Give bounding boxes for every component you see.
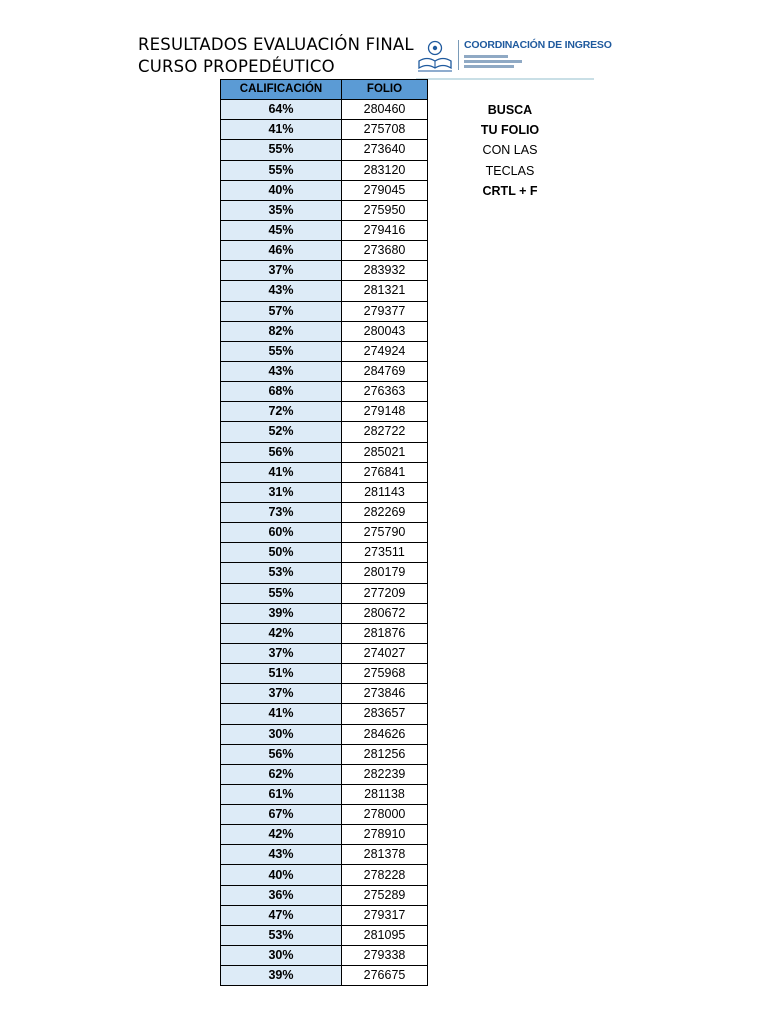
hint-line: TU FOLIO — [480, 123, 540, 138]
folio-cell: 280672 — [342, 603, 428, 623]
grade-cell: 60% — [221, 523, 342, 543]
grade-cell: 73% — [221, 502, 342, 522]
folio-cell: 281095 — [342, 925, 428, 945]
grade-cell: 50% — [221, 543, 342, 563]
table-row — [221, 160, 428, 180]
table-row — [221, 321, 428, 341]
folio-cell: 276363 — [342, 382, 428, 402]
table-row — [221, 744, 428, 764]
table-row — [221, 865, 428, 885]
grade-cell: 55% — [221, 140, 342, 160]
grade-cell: 37% — [221, 261, 342, 281]
folio-cell: 281876 — [342, 623, 428, 643]
grade-cell: 46% — [221, 241, 342, 261]
table-row — [221, 704, 428, 724]
grade-cell: 55% — [221, 583, 342, 603]
folio-cell: 283120 — [342, 160, 428, 180]
grade-cell: 31% — [221, 482, 342, 502]
folio-cell: 274027 — [342, 643, 428, 663]
table-row — [221, 281, 428, 301]
folio-cell: 283932 — [342, 261, 428, 281]
grade-cell: 37% — [221, 684, 342, 704]
folio-cell: 274924 — [342, 341, 428, 361]
grade-cell: 43% — [221, 281, 342, 301]
table-row — [221, 462, 428, 482]
folio-cell: 278000 — [342, 805, 428, 825]
folio-cell: 279317 — [342, 905, 428, 925]
table-row — [221, 301, 428, 321]
table-row — [221, 946, 428, 966]
folio-cell: 275289 — [342, 885, 428, 905]
title-line-2: CURSO PROPEDÉUTICO — [138, 57, 335, 76]
folio-cell: 275790 — [342, 523, 428, 543]
table-row — [221, 422, 428, 442]
folio-cell: 284626 — [342, 724, 428, 744]
table-row — [221, 200, 428, 220]
table-row — [221, 583, 428, 603]
grade-cell: 68% — [221, 382, 342, 402]
folio-cell: 280460 — [342, 100, 428, 120]
grade-cell: 57% — [221, 301, 342, 321]
page-title — [138, 34, 414, 78]
hint-line: CON LAS — [482, 143, 538, 158]
folio-cell: 282239 — [342, 764, 428, 784]
grade-cell: 42% — [221, 623, 342, 643]
folio-cell: 275708 — [342, 120, 428, 140]
grade-cell: 40% — [221, 180, 342, 200]
table-row — [221, 784, 428, 804]
table-row — [221, 140, 428, 160]
logo-subtext — [464, 55, 508, 58]
folio-cell: 273511 — [342, 543, 428, 563]
grade-cell: 43% — [221, 845, 342, 865]
coordination-logo — [416, 36, 612, 80]
title-line-1: RESULTADOS EVALUACIÓN FINAL — [138, 35, 414, 54]
grade-cell: 53% — [221, 925, 342, 945]
grade-cell: 67% — [221, 805, 342, 825]
grade-cell: 62% — [221, 764, 342, 784]
grade-cell: 30% — [221, 946, 342, 966]
table-row — [221, 523, 428, 543]
table-row — [221, 220, 428, 240]
grade-cell: 39% — [221, 966, 342, 986]
grade-cell: 36% — [221, 885, 342, 905]
table-header-row — [221, 80, 428, 100]
grade-cell: 39% — [221, 603, 342, 623]
table-row — [221, 825, 428, 845]
header-folio: FOLIO — [342, 80, 428, 100]
grade-cell: 55% — [221, 160, 342, 180]
logo-subtext — [464, 65, 514, 68]
table-row — [221, 966, 428, 986]
table-row — [221, 845, 428, 865]
table-row — [221, 241, 428, 261]
table-row — [221, 603, 428, 623]
folio-cell: 275950 — [342, 200, 428, 220]
table-row — [221, 643, 428, 663]
folio-cell: 278910 — [342, 825, 428, 845]
grade-cell: 55% — [221, 341, 342, 361]
header-calificacion: CALIFICACIÓN — [221, 80, 342, 100]
folio-cell: 283657 — [342, 704, 428, 724]
folio-cell: 273680 — [342, 241, 428, 261]
grade-cell: 82% — [221, 321, 342, 341]
folio-cell: 284769 — [342, 361, 428, 381]
search-hint — [459, 100, 561, 201]
grade-cell: 45% — [221, 220, 342, 240]
table-row — [221, 543, 428, 563]
hint-line: TECLAS — [485, 163, 535, 178]
grade-cell: 53% — [221, 563, 342, 583]
table-row — [221, 120, 428, 140]
grade-cell: 56% — [221, 744, 342, 764]
folio-cell: 273640 — [342, 140, 428, 160]
grade-cell: 40% — [221, 865, 342, 885]
grade-cell: 52% — [221, 422, 342, 442]
table-row — [221, 563, 428, 583]
logo-subtext — [464, 60, 522, 63]
logo-name: COORDINACIÓN DE INGRESO — [464, 39, 612, 51]
folio-cell: 279338 — [342, 946, 428, 966]
grade-cell: 72% — [221, 402, 342, 422]
folio-cell: 279416 — [342, 220, 428, 240]
folio-cell: 279148 — [342, 402, 428, 422]
grade-cell: 56% — [221, 442, 342, 462]
hint-line: BUSCA — [487, 103, 533, 117]
logo-divider — [458, 40, 459, 70]
hint-line: CRTL + F — [482, 183, 538, 198]
table-row — [221, 361, 428, 381]
table-row — [221, 664, 428, 684]
folio-cell: 273846 — [342, 684, 428, 704]
folio-cell: 282722 — [342, 422, 428, 442]
table-row — [221, 764, 428, 784]
grade-cell: 43% — [221, 361, 342, 381]
table-body — [221, 100, 428, 986]
folio-cell: 275968 — [342, 664, 428, 684]
grade-cell: 64% — [221, 100, 342, 120]
table-row — [221, 905, 428, 925]
folio-cell: 281378 — [342, 845, 428, 865]
grade-cell: 37% — [221, 643, 342, 663]
table-row — [221, 261, 428, 281]
grade-cell: 61% — [221, 784, 342, 804]
table-row — [221, 623, 428, 643]
folio-cell: 279377 — [342, 301, 428, 321]
table-row — [221, 684, 428, 704]
folio-cell: 282269 — [342, 502, 428, 522]
table-row — [221, 402, 428, 422]
grade-cell: 41% — [221, 462, 342, 482]
folio-cell: 281321 — [342, 281, 428, 301]
book-emblem-icon — [416, 39, 454, 73]
grade-cell: 35% — [221, 200, 342, 220]
table-row — [221, 382, 428, 402]
folio-cell: 280043 — [342, 321, 428, 341]
folio-cell: 285021 — [342, 442, 428, 462]
folio-cell: 281143 — [342, 482, 428, 502]
grade-cell: 41% — [221, 120, 342, 140]
grade-cell: 47% — [221, 905, 342, 925]
table-row — [221, 502, 428, 522]
folio-cell: 280179 — [342, 563, 428, 583]
table-row — [221, 724, 428, 744]
table-row — [221, 925, 428, 945]
table-row — [221, 885, 428, 905]
results-table — [220, 79, 428, 986]
table-row — [221, 341, 428, 361]
grade-cell: 41% — [221, 704, 342, 724]
folio-cell: 278228 — [342, 865, 428, 885]
table-row — [221, 180, 428, 200]
table-row — [221, 442, 428, 462]
folio-cell: 276841 — [342, 462, 428, 482]
table-row — [221, 100, 428, 120]
folio-cell: 279045 — [342, 180, 428, 200]
grade-cell: 51% — [221, 664, 342, 684]
folio-cell: 281256 — [342, 744, 428, 764]
table-row — [221, 482, 428, 502]
folio-cell: 281138 — [342, 784, 428, 804]
folio-cell: 276675 — [342, 966, 428, 986]
grade-cell: 30% — [221, 724, 342, 744]
table-row — [221, 805, 428, 825]
grade-cell: 42% — [221, 825, 342, 845]
folio-cell: 277209 — [342, 583, 428, 603]
